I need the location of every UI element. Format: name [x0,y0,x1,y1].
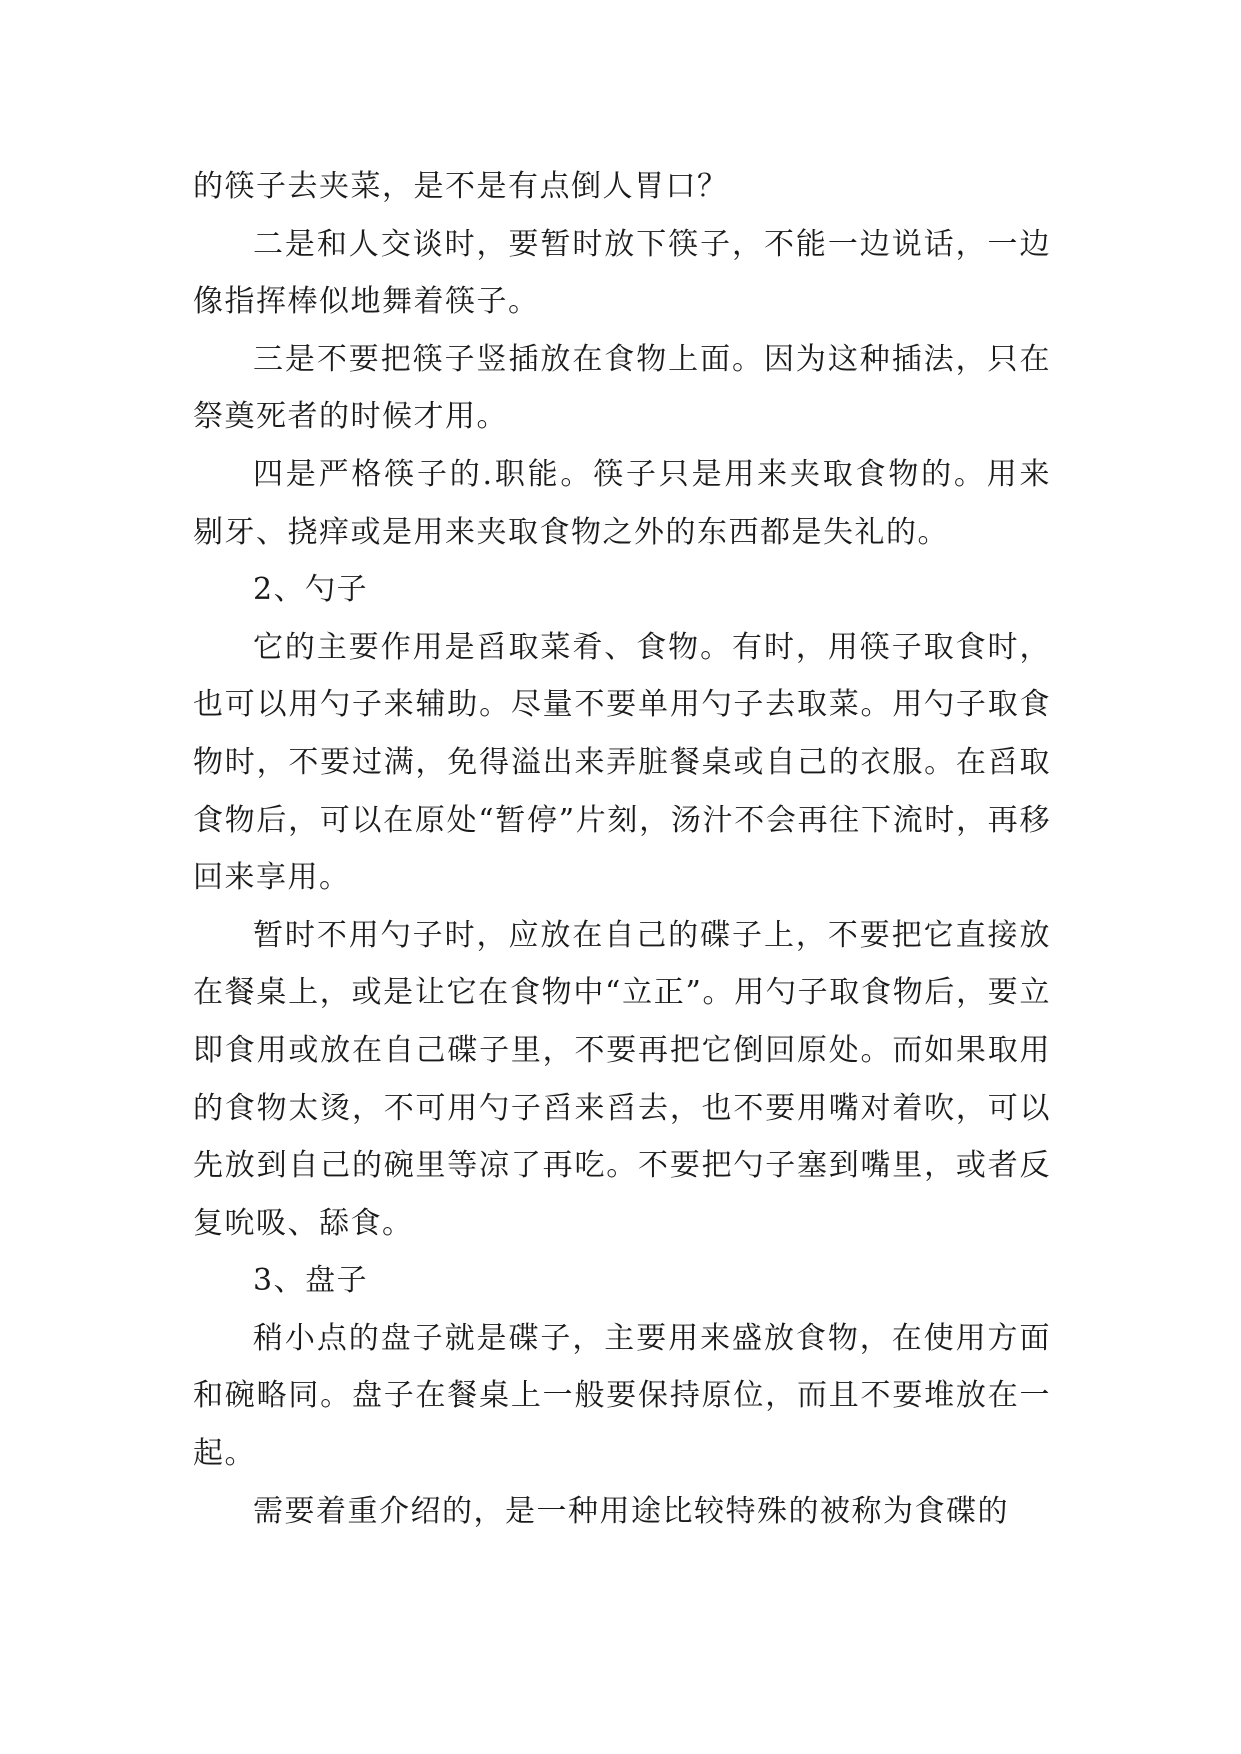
paragraph-chopsticks-rule-2: 二是和人交谈时，要暂时放下筷子，不能一边说话，一边像指挥棒似地舞着筷子。 [193,226,1051,320]
section-heading-plate: 3、盘子 [253,1263,369,1299]
paragraph-continuation: 的筷子去夹菜，是不是有点倒人胃口？ [193,169,729,204]
section-heading-spoon: 2、勺子 [253,572,369,608]
paragraph-spoon-usage: 它的主要作用是舀取菜肴、食物。有时，用筷子取食时，也可以用勺子来辅助。尽量不要单用勺子去取菜。用勺子取食物时，不要过满，免得溢出来弄脏餐桌或自己的衣服。在舀取食物后，可以在原处“暂停”片刻，汤汁不会再往下流时，再移回来享用。 [193,629,1051,896]
paragraph-food-dish-intro: 需要着重介绍的，是一种用途比较特殊的被称为食碟的 [253,1493,1009,1529]
paragraph-plate-usage: 稍小点的盘子就是碟子，主要用来盛放食物，在使用方面和碗略同。盘子在餐桌上一般要保持原位，而且不要堆放在一起。 [193,1320,1051,1472]
paragraph-spoon-resting: 暂时不用勺子时，应放在自己的碟子上，不要把它直接放在餐桌上，或是让它在食物中“立正”。用勺子取食物后，要立即食用或放在自己碟子里，不要再把它倒回原处。而如果取用的食物太烫，不可用勺子舀来舀去，也不要用嘴对着吹，可以先放到自己的碗里等凉了再吃。不要把勺子塞到嘴里，或者反复吮吸、舔食。 [193,917,1051,1241]
document-page [193,158,1051,1540]
paragraph-chopsticks-rule-3: 三是不要把筷子竖插放在食物上面。因为这种插法，只在祭奠死者的时候才用。 [193,341,1051,435]
paragraph-chopsticks-rule-4: 四是严格筷子的.职能。筷子只是用来夹取食物的。用来剔牙、挠痒或是用来夹取食物之外的东西都是失礼的。 [193,456,1051,550]
